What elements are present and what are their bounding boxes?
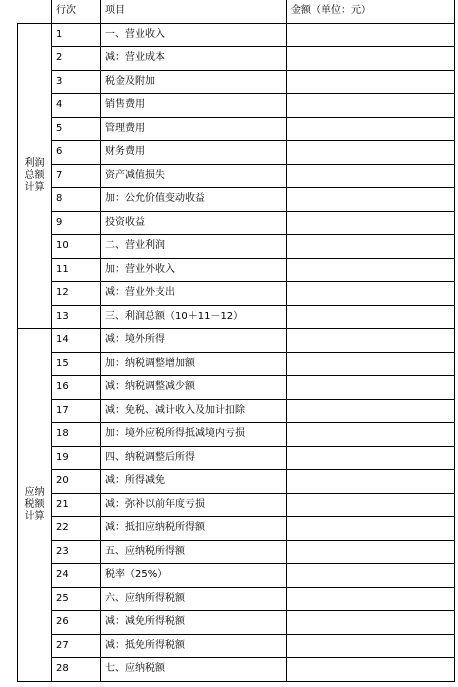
row-amount[interactable] [287, 517, 455, 541]
row-item: 六、应纳所得税额 [101, 587, 287, 611]
row-amount[interactable] [287, 23, 455, 47]
table-row [18, 470, 455, 494]
row-item: 加：公允价值变动收益 [101, 188, 287, 212]
table-row [18, 94, 455, 118]
row-item: 管理费用 [101, 117, 287, 141]
amount-header: 金额（单位：元） [287, 0, 455, 23]
row-amount[interactable] [287, 658, 455, 682]
row-number: 6 [52, 141, 101, 165]
row-amount[interactable] [287, 117, 455, 141]
row-amount[interactable] [287, 376, 455, 400]
table-row [18, 423, 455, 447]
row-number: 15 [52, 352, 101, 376]
row-number: 5 [52, 117, 101, 141]
row-number: 17 [52, 399, 101, 423]
row-amount[interactable] [287, 540, 455, 564]
row-item: 税率（25%） [101, 564, 287, 588]
table-row [18, 376, 455, 400]
row-number: 10 [52, 235, 101, 259]
row-number: 13 [52, 305, 101, 329]
row-amount[interactable] [287, 47, 455, 71]
table-row [18, 446, 455, 470]
row-number: 21 [52, 493, 101, 517]
row-item: 减：免税、减计收入及加计扣除 [101, 399, 287, 423]
row-item: 一、营业收入 [101, 23, 287, 47]
row-item: 税金及附加 [101, 70, 287, 94]
row-number: 2 [52, 47, 101, 71]
row-item: 七、应纳税额 [101, 658, 287, 682]
table-row [18, 47, 455, 71]
row-amount[interactable] [287, 305, 455, 329]
group-header-cell [18, 0, 52, 23]
row-item: 四、纳税调整后所得 [101, 446, 287, 470]
row-number: 28 [52, 658, 101, 682]
row-item: 销售费用 [101, 94, 287, 118]
row-amount[interactable] [287, 211, 455, 235]
row-amount[interactable] [287, 70, 455, 94]
table-row [18, 258, 455, 282]
row-item: 减：境外所得 [101, 329, 287, 353]
row-item: 投资收益 [101, 211, 287, 235]
row-item: 资产减值损失 [101, 164, 287, 188]
row-number: 3 [52, 70, 101, 94]
table-row [18, 399, 455, 423]
row-item: 减：所得减免 [101, 470, 287, 494]
table-row [18, 305, 455, 329]
row-amount[interactable] [287, 352, 455, 376]
table-row [18, 164, 455, 188]
row-number: 27 [52, 634, 101, 658]
table-row [18, 117, 455, 141]
row-number: 24 [52, 564, 101, 588]
row-number: 16 [52, 376, 101, 400]
row-no-header: 行次 [52, 0, 101, 23]
row-number: 14 [52, 329, 101, 353]
table-row [18, 658, 455, 682]
table-header-row [18, 0, 455, 23]
row-item: 减：减免所得税额 [101, 611, 287, 635]
row-item: 三、利润总额（10＋11－12） [101, 305, 287, 329]
row-amount[interactable] [287, 446, 455, 470]
table-row [18, 211, 455, 235]
table-row [18, 517, 455, 541]
group-label-cell [18, 329, 52, 682]
table-row [18, 282, 455, 306]
row-item: 减：营业成本 [101, 47, 287, 71]
row-item: 减：抵扣应纳税所得额 [101, 517, 287, 541]
row-amount[interactable] [287, 141, 455, 165]
row-number: 11 [52, 258, 101, 282]
row-item: 加：境外应税所得抵减境内亏损 [101, 423, 287, 447]
row-number: 19 [52, 446, 101, 470]
row-amount[interactable] [287, 470, 455, 494]
row-amount[interactable] [287, 235, 455, 259]
table-row [18, 564, 455, 588]
row-item: 减：弥补以前年度亏损 [101, 493, 287, 517]
row-item: 加：纳税调整增加额 [101, 352, 287, 376]
row-amount[interactable] [287, 188, 455, 212]
row-amount[interactable] [287, 399, 455, 423]
table-row [18, 540, 455, 564]
row-amount[interactable] [287, 164, 455, 188]
row-amount[interactable] [287, 423, 455, 447]
row-item: 二、营业利润 [101, 235, 287, 259]
table-row [18, 235, 455, 259]
table-row [18, 611, 455, 635]
row-amount[interactable] [287, 282, 455, 306]
tax-calculation-table [17, 0, 455, 682]
row-number: 25 [52, 587, 101, 611]
table-row [18, 70, 455, 94]
table-row [18, 329, 455, 353]
row-number: 9 [52, 211, 101, 235]
row-number: 12 [52, 282, 101, 306]
row-item: 加：营业外收入 [101, 258, 287, 282]
row-number: 8 [52, 188, 101, 212]
item-header: 项目 [101, 0, 287, 23]
table-row [18, 352, 455, 376]
row-number: 1 [52, 23, 101, 47]
table-row [18, 188, 455, 212]
group-label: 应纳税额计算 [24, 486, 45, 522]
row-number: 20 [52, 470, 101, 494]
row-item: 减：纳税调整减少额 [101, 376, 287, 400]
row-amount[interactable] [287, 564, 455, 588]
row-item: 五、应纳税所得额 [101, 540, 287, 564]
table-row [18, 587, 455, 611]
row-amount[interactable] [287, 493, 455, 517]
row-item: 减：营业外支出 [101, 282, 287, 306]
row-amount[interactable] [287, 611, 455, 635]
table-row [18, 23, 455, 47]
row-item: 减：抵免所得税额 [101, 634, 287, 658]
row-amount[interactable] [287, 94, 455, 118]
row-amount[interactable] [287, 587, 455, 611]
row-number: 22 [52, 517, 101, 541]
row-amount[interactable] [287, 258, 455, 282]
row-number: 7 [52, 164, 101, 188]
row-number: 23 [52, 540, 101, 564]
row-number: 18 [52, 423, 101, 447]
table-row [18, 634, 455, 658]
row-amount[interactable] [287, 329, 455, 353]
table-row [18, 493, 455, 517]
row-item: 财务费用 [101, 141, 287, 165]
table-row [18, 141, 455, 165]
row-number: 4 [52, 94, 101, 118]
group-label: 利润总额计算 [24, 157, 45, 193]
row-number: 26 [52, 611, 101, 635]
row-amount[interactable] [287, 634, 455, 658]
group-label-cell [18, 23, 52, 329]
